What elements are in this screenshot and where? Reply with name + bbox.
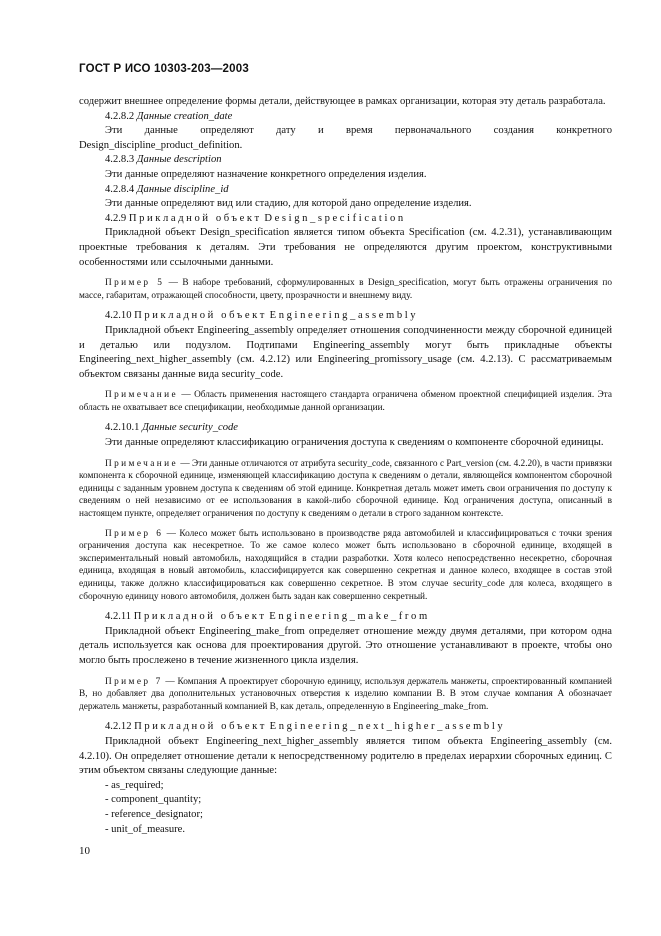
paragraph: Эти данные определяют классификацию ограничения доступа к сведениям о компоненте сборочной единицы. bbox=[105, 437, 604, 449]
note-text: — Область применения настоящего стандарта ограничена обменом проектной специфицией изделия. Эта область не охватывает все спецификации, необходимые данной организации. bbox=[79, 390, 612, 413]
document-body bbox=[79, 95, 612, 837]
paragraph: Эти данные определяют дату и время первоначального создания конкретного Design_discipline_product_definition. bbox=[79, 125, 612, 151]
section-name: Engineering_next_higher_assembly bbox=[269, 721, 506, 733]
section-number: 4.2.9 bbox=[105, 212, 127, 224]
section-name: Engineering_make_from bbox=[269, 611, 430, 623]
note-label: Пример 6 bbox=[105, 528, 164, 539]
paragraph: Прикладной объект Engineering_next_higher_assembly является типом объекта Engineering_assembly (см. 4.2.10). Он определяет отношение детали к непосредственному родителю в пределах иерархии сборочных единиц. С этим объектом связаны следующие данные: bbox=[79, 735, 612, 777]
note-label: Примечание bbox=[105, 390, 178, 401]
section-name: Данные discipline_id bbox=[136, 183, 229, 195]
paragraph: Эти данные определяют назначение конкретного определения изделия. bbox=[105, 168, 427, 180]
note-text: — Колесо может быть использовано в производстве ряда автомобилей и классифицироваться с точки зрения ограничения доступа как несекретное. То же самое колесо может быть использовано в сборочной единице, входящей в экспериментальный новый автомобиль, находящийся в стадии разработки. Хотя колесо непосредственно несекретно, сборочная единица, входящая в новый автомобиль, классифицируется как совершенно секретная и данное колесо, входящее в состав этой единицы, также должно классифицироваться как совершенно секретное. В этом случае security_code для колеса, входящего в сборочную единицу нового автомобиля, должен быть задан как совершенно секретный. bbox=[79, 528, 613, 602]
section-label: Прикладной объект bbox=[128, 212, 262, 224]
paragraph: Прикладной объект Engineering_make_from определяет отношение между двумя деталями, при котором одна деталь используется как основа для проектирования другой. Это отношение устанавливают в проекте, чтобы оно могло быть прослежено в течение жизненного цикла изделия. bbox=[79, 625, 612, 666]
note-text: — Компания A проектирует сборочную единицу, используя держатель манжеты, спроектированный компанией B, но добавляет два дополнительных установочных отверстия к изделию компании B. В этом случае компания A обозначает держатель манжеты, разработанный компанией B, как деталь, определенную в Engineering_make_from. bbox=[79, 676, 612, 712]
subsection-heading bbox=[79, 183, 612, 198]
section-heading bbox=[79, 720, 612, 735]
paragraph: Эти данные определяют вид или стадию, для которой дано определение изделия. bbox=[105, 198, 472, 210]
list-item: - unit_of_measure. bbox=[105, 823, 186, 835]
subsection-heading bbox=[79, 421, 612, 436]
section-number: 4.2.10 bbox=[105, 310, 132, 322]
note-label: Пример 7 bbox=[105, 676, 163, 687]
section-name: Design_specification bbox=[264, 212, 406, 224]
section-label: Прикладной объект bbox=[134, 721, 268, 733]
note-label: Примечание bbox=[105, 458, 178, 469]
example-note bbox=[79, 676, 612, 714]
section-number: 4.2.8.3 bbox=[105, 154, 135, 166]
page-number: 10 bbox=[79, 845, 90, 857]
paragraph: Прикладной объект Engineering_assembly определяет отношения соподчиненности между сборочной единицей и деталью или подузлом. Подтипами Engineering_assembly могут быть прикладные объекты Engineering_next_higher_assembly (см. 4.2.12) или Engineering_promissory_usage (см. 4.2.13). С рассматриваемым объектом связаны данные вида security_code. bbox=[79, 324, 612, 380]
section-name: Данные description bbox=[136, 154, 222, 166]
section-number: 4.2.12 bbox=[105, 721, 132, 733]
document-header: ГОСТ Р ИСО 10303-203—2003 bbox=[79, 63, 249, 75]
section-label: Прикладной объект bbox=[134, 310, 268, 322]
section-heading bbox=[79, 610, 612, 625]
section-label: Прикладной объект bbox=[133, 611, 267, 623]
section-number: 4.2.10.1 bbox=[105, 422, 140, 434]
list-item: - component_quantity; bbox=[105, 794, 202, 806]
data-list bbox=[79, 779, 612, 837]
section-number: 4.2.11 bbox=[105, 611, 132, 623]
paragraph: Прикладной объект Design_specification является типом объекта Specification (см. 4.2.31), устанавливающим проектные требования к деталям. Эти требования не определяются другим проектом, конструктивными особенностями или ссылочными данными. bbox=[79, 227, 612, 268]
section-name: Engineering_assembly bbox=[269, 310, 419, 322]
section-number: 4.2.8.2 bbox=[105, 110, 135, 122]
paragraph: содержит внешнее определение формы детали, действующее в рамках организации, которая эту деталь разработала. bbox=[79, 96, 606, 107]
remark-note bbox=[79, 458, 612, 521]
remark-note bbox=[79, 389, 612, 414]
subsection-heading bbox=[79, 110, 612, 125]
section-name: Данные security_code bbox=[142, 422, 238, 434]
section-heading bbox=[79, 309, 612, 324]
example-note bbox=[79, 277, 612, 302]
list-item: - reference_designator; bbox=[105, 808, 203, 820]
note-label: Пример 5 bbox=[105, 278, 165, 289]
section-name: Данные creation_date bbox=[136, 110, 233, 122]
subsection-heading bbox=[79, 153, 612, 168]
note-text: — В наборе требований, сформулированных в Design_specification, могут быть отражены ограничения по массе, габаритам, отражающей способности, цвету, прозрачности и внешнему виду. bbox=[79, 278, 612, 301]
section-heading bbox=[79, 212, 612, 227]
section-number: 4.2.8.4 bbox=[105, 183, 135, 195]
example-note bbox=[79, 528, 612, 604]
list-item: - as_required; bbox=[105, 779, 164, 791]
note-text: — Эти данные отличаются от атрибута security_code, связанного с Part_version (см. 4.2.20), в части привязки компонента к сборочной единице, изменяющей классификацию доступа к сведениям о детали, являющейся компонентом сборочной единицы с заданным уровнем доступа к сведениям об этой единице. Конкретная деталь может иметь свои ограничения по доступу к сведениям о ней независимо от ее использования в какой-либо сборочной единице. Код ограничения доступа, описанный в настоящем пункте, определяет ограничения по доступу к сведениям о детали в строго заданном контексте. bbox=[79, 458, 612, 520]
